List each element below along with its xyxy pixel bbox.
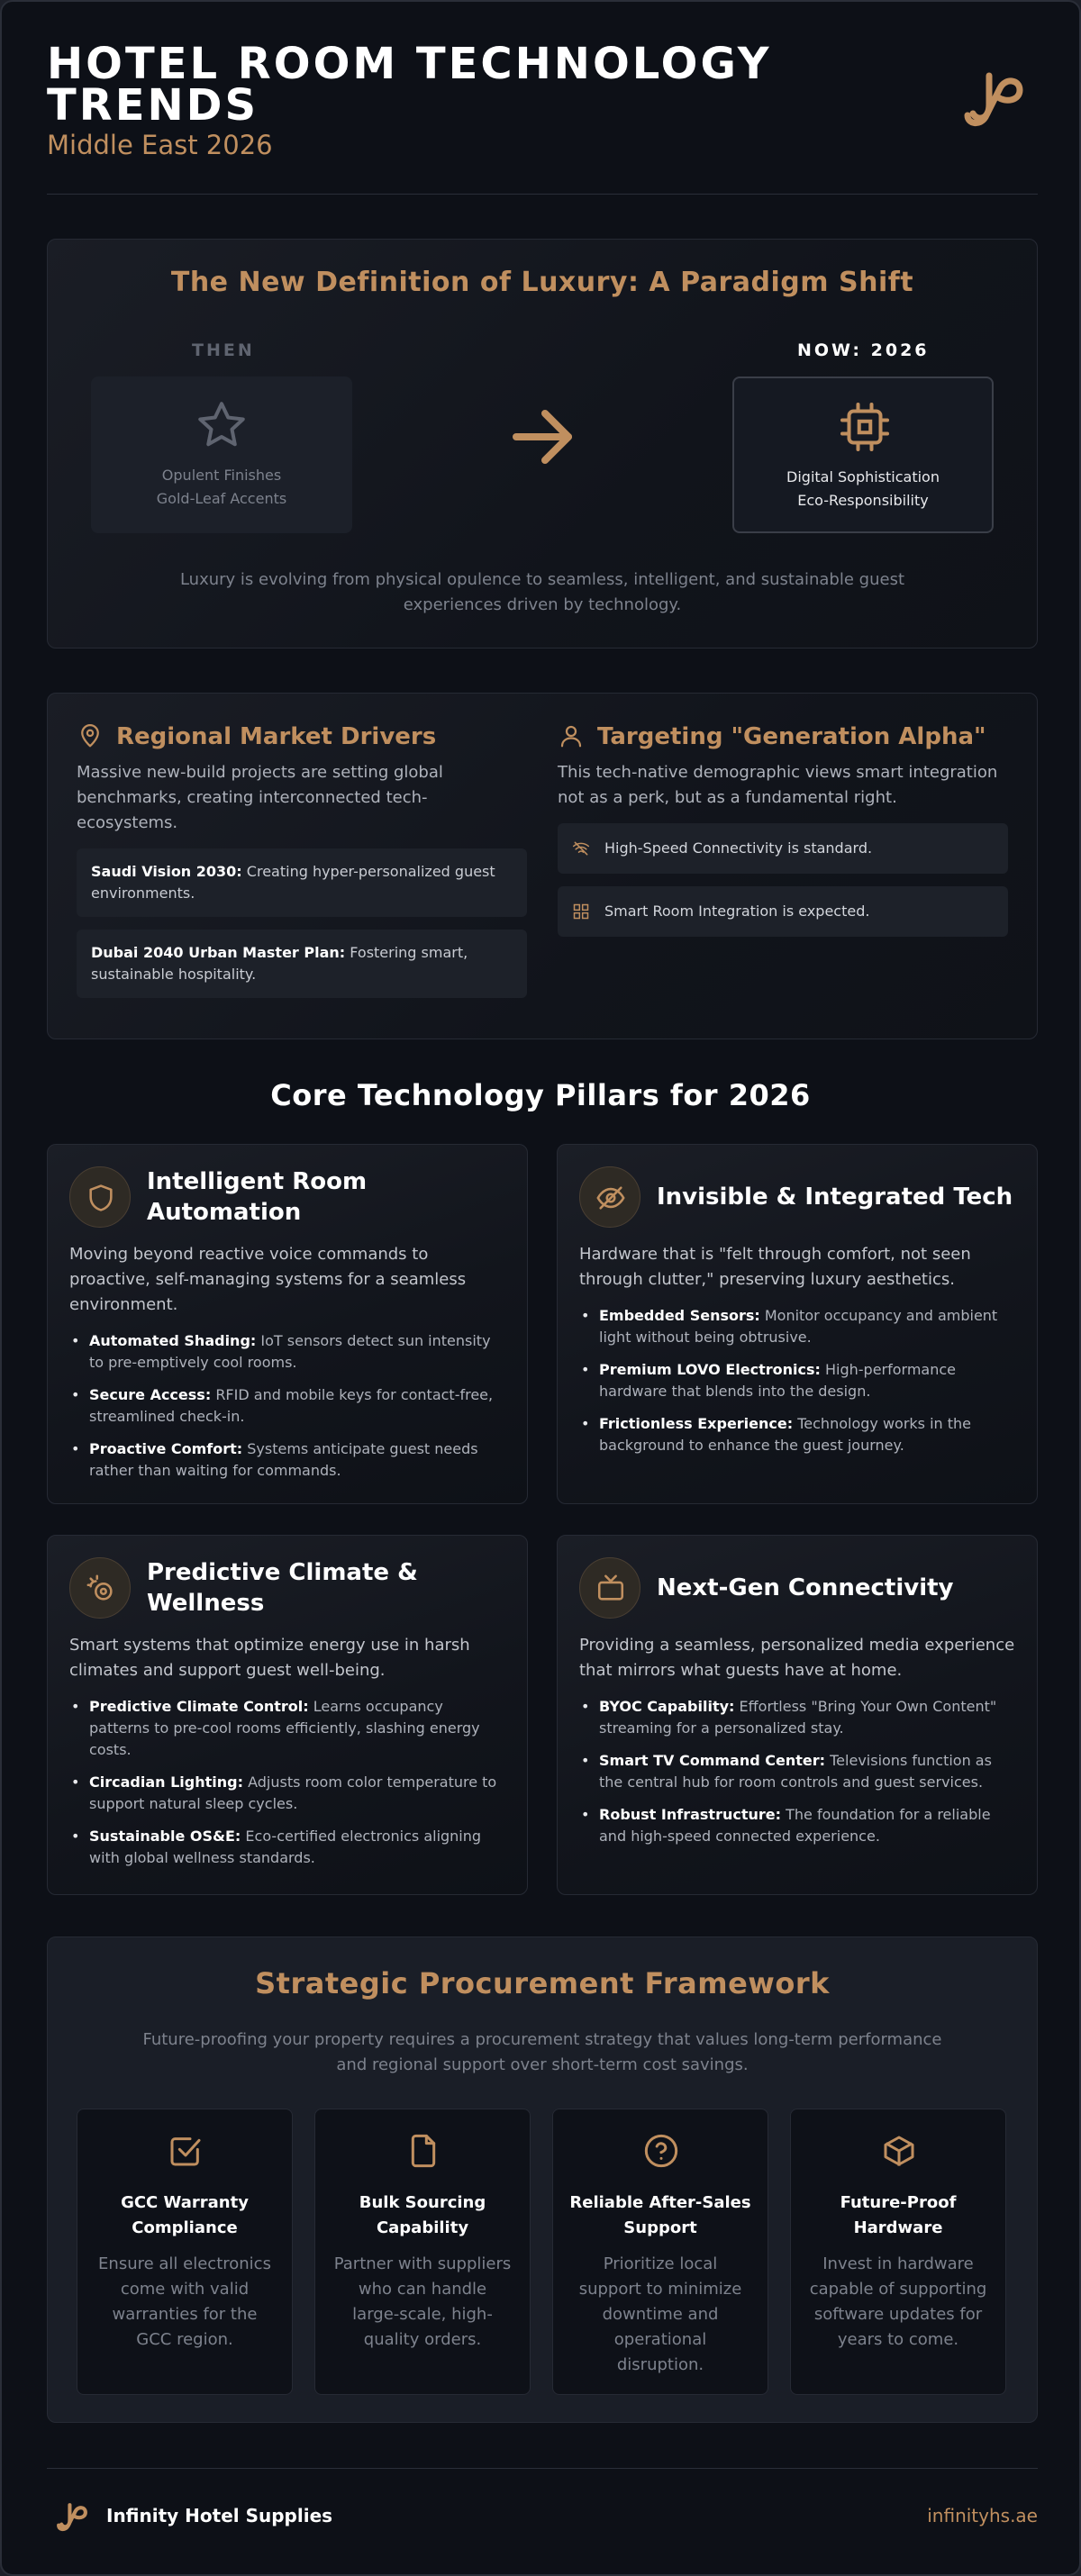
paradigm-heading: The New Definition of Luxury: A Paradigm Shift <box>170 267 914 298</box>
driver-card <box>77 848 527 917</box>
alpha-chip-text: Smart Room Integration is expected. <box>604 903 870 920</box>
page-title: HOTEL ROOM TECHNOLOGY TRENDS <box>47 39 772 131</box>
header <box>47 39 1038 195</box>
pillar-list <box>579 1696 1015 1858</box>
paradigm-note: Luxury is evolving from physical opulence to seamless, intelligent, and sustainable guest experiences driven by technology. <box>179 570 905 614</box>
grid-icon <box>572 903 590 921</box>
pillars-title: Core Technology Pillars for 2026 <box>270 1078 811 1112</box>
footer-website-link[interactable]: infinityhs.ae <box>927 2505 1038 2526</box>
pillar-icon-circle <box>579 1166 640 1228</box>
user-icon <box>558 722 585 749</box>
procurement-card <box>314 2109 531 2395</box>
generation-alpha-column <box>558 721 1008 937</box>
procurement-card-title: Future-Proof Hardware <box>840 2193 957 2237</box>
pillar-list-item: • Circadian Lighting: Adjusts room color temperature to support natural sleep cycles. <box>69 1772 505 1815</box>
regional-drivers-heading <box>77 721 527 757</box>
pillar-card <box>557 1535 1038 1895</box>
procurement-card-title: GCC Warranty Compliance <box>121 2193 249 2237</box>
procurement-card-text: Ensure all electronics come with valid warranties for the GCC region. <box>98 2254 271 2349</box>
footer <box>47 2468 1038 2558</box>
then-label: THEN <box>192 340 255 360</box>
pillar-list-item: • Sustainable OS&E: Eco-certified electronics aligning with global wellness standards. <box>69 1826 505 1869</box>
pillar-desc: Moving beyond reactive voice commands to proactive, self-managing systems for a seamless environment. <box>69 1245 467 1314</box>
page-subtitle: Middle East 2026 <box>47 130 273 160</box>
pillar-card <box>557 1144 1038 1504</box>
alpha-chip-text: High-Speed Connectivity is standard. <box>604 839 873 857</box>
driver-card-title: Saudi Vision 2030: <box>91 863 242 880</box>
pillar-list <box>579 1305 1015 1467</box>
then-box <box>91 376 352 533</box>
generation-alpha-heading <box>558 721 1008 757</box>
pillar-title: Predictive Climate & Wellness <box>147 1559 418 1617</box>
footer-brand: Infinity Hotel Supplies <box>106 2505 333 2526</box>
shield-icon <box>86 1183 116 1213</box>
procurement-card-title: Reliable After-Sales Support <box>569 2193 751 2237</box>
now-label: NOW: 2026 <box>797 340 930 360</box>
pillar-list-item: • BYOC Capability: Effortless "Bring Your Own Content" streaming for a personalized stay. <box>579 1696 1015 1739</box>
help-circle-icon <box>643 2133 679 2169</box>
infinity-logo-icon <box>54 2501 90 2534</box>
star-icon <box>195 398 249 452</box>
pillar-list-item: • Automated Shading: IoT sensors detect sun intensity to pre-emptively cool rooms. <box>69 1330 505 1374</box>
alpha-chip <box>558 886 1008 937</box>
map-pin-icon <box>77 722 104 749</box>
arrow-right-icon <box>509 405 577 468</box>
procurement-panel <box>47 1937 1038 2423</box>
document-icon <box>405 2133 441 2169</box>
pillar-desc: Hardware that is "felt through comfort, not seen through clutter," preserving luxury aesthetics. <box>579 1245 971 1289</box>
now-line-2: Eco-Responsibility <box>797 492 929 509</box>
pillar-list-item: • Embedded Sensors: Monitor occupancy and ambient light without being obtrusive. <box>579 1305 1015 1348</box>
pillar-title: Next-Gen Connectivity <box>657 1574 954 1601</box>
then-line-2: Gold-Leaf Accents <box>156 490 287 507</box>
market-panel <box>47 693 1038 1039</box>
procurement-card <box>77 2109 293 2395</box>
now-line-1: Digital Sophistication <box>786 468 940 485</box>
eye-off-icon <box>595 1183 626 1213</box>
regional-drivers-desc: Massive new-build projects are setting global benchmarks, creating interconnected tech-ecosystems. <box>77 763 443 832</box>
driver-card-text: Creating hyper-personalized guest environments. <box>91 863 495 902</box>
procurement-card-text: Partner with suppliers who can handle large-scale, high-quality orders. <box>333 2254 512 2349</box>
generation-alpha-title: Targeting "Generation Alpha" <box>597 723 986 750</box>
box-icon <box>881 2133 917 2169</box>
climate-wellness-icon <box>86 1574 116 1604</box>
checkbox-icon <box>168 2133 204 2169</box>
driver-card <box>77 930 527 998</box>
pillar-title: Invisible & Integrated Tech <box>657 1184 1013 1211</box>
pillar-list-item: • Predictive Climate Control: Learns occupancy patterns to pre-cool rooms efficiently, slashing energy costs. <box>69 1696 505 1761</box>
pillar-list-item: • Frictionless Experience: Technology works in the background to enhance the guest journey. <box>579 1413 1015 1456</box>
driver-card-text: Fostering smart, sustainable hospitality. <box>91 944 468 983</box>
now-box <box>732 376 994 533</box>
pillar-icon-circle <box>69 1166 131 1228</box>
paradigm-shift-panel <box>47 239 1038 649</box>
pillar-card <box>47 1535 528 1895</box>
pillar-desc: Smart systems that optimize energy use in harsh climates and support guest well-being. <box>69 1636 470 1680</box>
pillar-list-item: • Premium LOVO Electronics: High-performance hardware that blends into the design. <box>579 1359 1015 1402</box>
procurement-card <box>790 2109 1006 2395</box>
pillar-list-item: • Robust Infrastructure: The foundation for a reliable and high-speed connected experience. <box>579 1804 1015 1847</box>
procurement-card <box>552 2109 768 2395</box>
pillar-list-item: • Proactive Comfort: Systems anticipate guest needs rather than waiting for commands. <box>69 1438 505 1482</box>
procurement-card-text: Prioritize local support to minimize downtime and operational disruption. <box>578 2254 742 2374</box>
pillar-title: Intelligent Room Automation <box>147 1168 368 1226</box>
pillar-list-item: • Secure Access: RFID and mobile keys for contact-free, streamlined check-in. <box>69 1384 505 1428</box>
procurement-note: Future-proofing your property requires a procurement strategy that values long-term performance and regional support over short-term cost savings. <box>142 2030 942 2074</box>
pillar-desc: Providing a seamless, personalized media experience that mirrors what guests have at home. <box>579 1636 1015 1680</box>
procurement-heading: Strategic Procurement Framework <box>255 1966 830 2000</box>
wifi-off-icon <box>572 839 590 857</box>
pillar-list <box>69 1696 505 1880</box>
chip-icon <box>838 400 892 454</box>
procurement-card-title: Bulk Sourcing Capability <box>359 2193 486 2237</box>
generation-alpha-desc: This tech-native demographic views smart integration not as a perk, but as a fundamental right. <box>558 763 998 807</box>
then-line-1: Opulent Finishes <box>161 467 282 484</box>
procurement-card-text: Invest in hardware capable of supporting software updates for years to come. <box>809 2254 987 2349</box>
driver-card-title: Dubai 2040 Urban Master Plan: <box>91 944 346 961</box>
pillar-list <box>69 1330 505 1492</box>
regional-drivers-column <box>77 721 527 998</box>
pillar-list-item: • Smart TV Command Center: Televisions function as the central hub for room controls and guest services. <box>579 1750 1015 1793</box>
pillar-icon-circle <box>69 1557 131 1619</box>
regional-drivers-title: Regional Market Drivers <box>116 723 437 750</box>
infinity-logo-icon <box>958 68 1029 132</box>
pillar-icon-circle <box>579 1557 640 1619</box>
alpha-chip <box>558 823 1008 874</box>
pillar-card <box>47 1144 528 1504</box>
tv-icon <box>595 1574 626 1604</box>
